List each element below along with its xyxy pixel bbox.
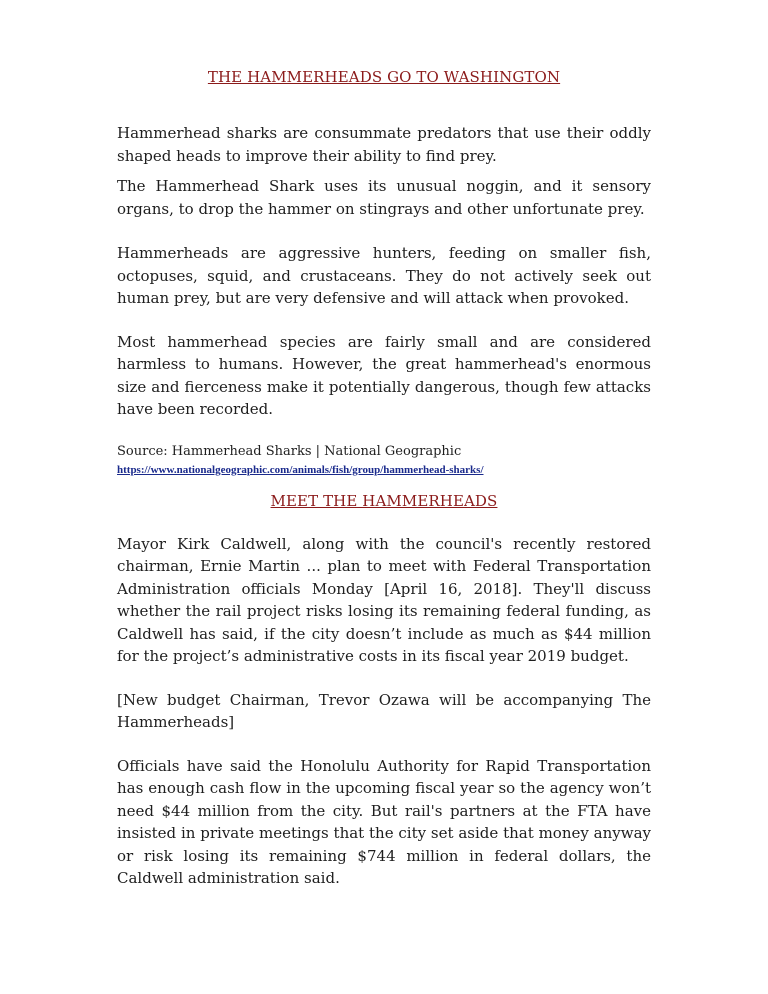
paragraph-intro: Hammerhead sharks are consummate predators that use their oddly shaped heads to improve their ability to find prey. <box>117 124 651 165</box>
paragraph-chairman: [New budget Chairman, Trevor Ozawa will be accompanying The Hammerheads] <box>117 690 651 731</box>
paragraph-noggin: The Hammerhead Shark uses its unusual noggin, and it sensory organs, to drop the hammer on stingrays and other unfortunate prey. <box>117 177 651 218</box>
paragraph-harmless: Most hammerhead species are fairly small and are considered harmless to humans. However, the great hammerhead's enormous size and fierceness make it potentially dangerous, though few attacks have been recorded. <box>117 332 651 418</box>
source-link[interactable]: https://www.nationalgeographic.com/animals/fish/group/hammerhead-sharks/ <box>117 463 484 476</box>
source-citation: Source: Hammerhead Sharks | National Geographic <box>117 443 462 459</box>
main-title: THE HAMMERHEADS GO TO WASHINGTON <box>207 68 561 86</box>
paragraph-mayor: Mayor Kirk Caldwell, along with the council's recently restored chairman, Ernie Martin ... plan to meet with Federal Transportation Administration officials Monday [April 16, 2018]. They'll discuss whether the rail project risks losing its remaining federal funding, as Caldwell has said, if the city doesn’t include as much as $44 million for the project’s administrative costs in its fiscal year 2019 budget. <box>117 534 651 665</box>
paragraph-officials: Officials have said the Honolulu Authority for Rapid Transportation has enough cash flow in the upcoming fiscal year so the agency won’t need $44 million from the city. But rail's partners at the FTA have insisted in private meetings that the city set aside that money anyway or risk losing its remaining $744 million in federal dollars, the Caldwell administration said. <box>117 756 651 887</box>
document-page <box>117 68 651 890</box>
section-title: MEET THE HAMMERHEADS <box>270 491 498 510</box>
paragraph-hunters: Hammerheads are aggressive hunters, feeding on smaller fish, octopuses, squid, and crustaceans. They do not actively seek out human prey, but are very defensive and will attack when provoked. <box>117 244 651 307</box>
